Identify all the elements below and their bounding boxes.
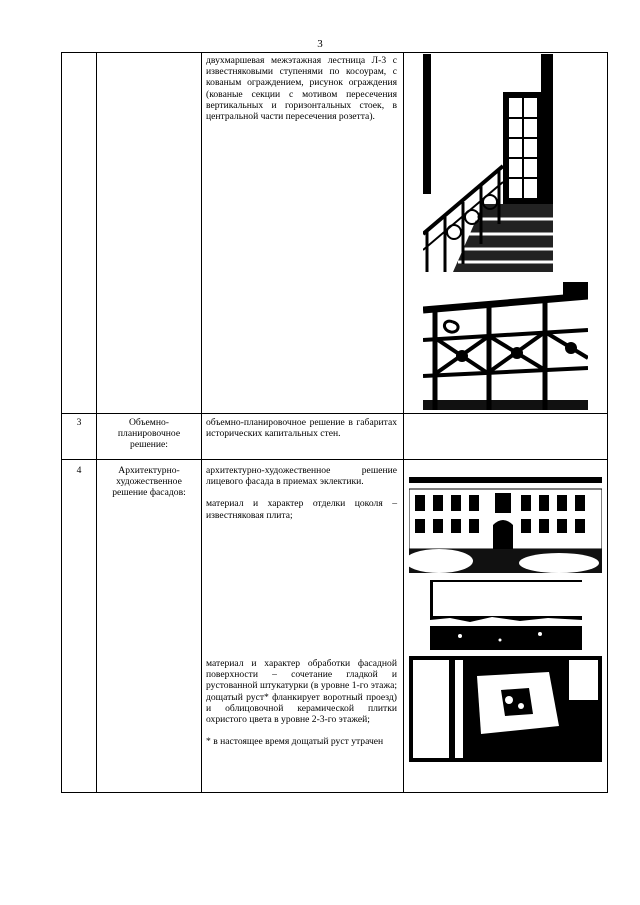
row-separator-1: [61, 413, 608, 414]
row-separator-2: [61, 459, 608, 460]
facade-photo: [409, 469, 602, 573]
staircase-photo: [423, 54, 553, 272]
table-border-right: [607, 52, 608, 793]
table-divider-1: [96, 52, 97, 793]
surface-material-text: материал и характер обработки фасадной поверхности – сочетание гладкой и рустованной штукатурки (в уровне 1-го этажа; дощатый руст* фланкирует воротный проезд) и облицовочной керамической плитки охристого цвета в уровне 2-3-го этажей;: [206, 658, 397, 726]
row-4-name: Архитектурно-художественное решение фасадов:: [112, 465, 186, 499]
plinth-photo: [430, 580, 582, 650]
row-4-number: 4: [76, 465, 82, 476]
row-3-description: объемно-планировочное решение в габаритах исторических капитальных стен.: [206, 417, 397, 440]
row-4-surface-description: [206, 658, 397, 747]
table-divider-2: [201, 52, 202, 793]
railing-detail-photo: [423, 282, 588, 410]
table-border-top: [61, 52, 608, 53]
row-3-number: 3: [76, 417, 82, 428]
table-divider-3: [403, 52, 404, 793]
plinth-material-text: материал и характер отделки цоколя – известняковая плита;: [206, 498, 397, 521]
row-1-description: двухмаршевая межэтажная лестница Л-3 с известняковыми ступенями по косоурам, с кованым ограждением, рисунок ограждения (кованые секции с мотивом пересечения вертикальных и горизонтальных стоек, в центральной части пересечения розетта).: [206, 55, 397, 123]
rustication-note-text: * в настоящее время дощатый руст утрачен: [206, 736, 384, 748]
facade-style-text: архитектурно-художественное решение лицевого фасада в приемах эклектики.: [206, 465, 397, 488]
row-4-description: [206, 465, 397, 521]
page-number: 3: [317, 38, 323, 50]
wall-surface-photo: [409, 656, 602, 762]
row-3-name: Объемно-планировочное решение:: [117, 417, 181, 451]
table-border-bottom: [61, 792, 608, 793]
